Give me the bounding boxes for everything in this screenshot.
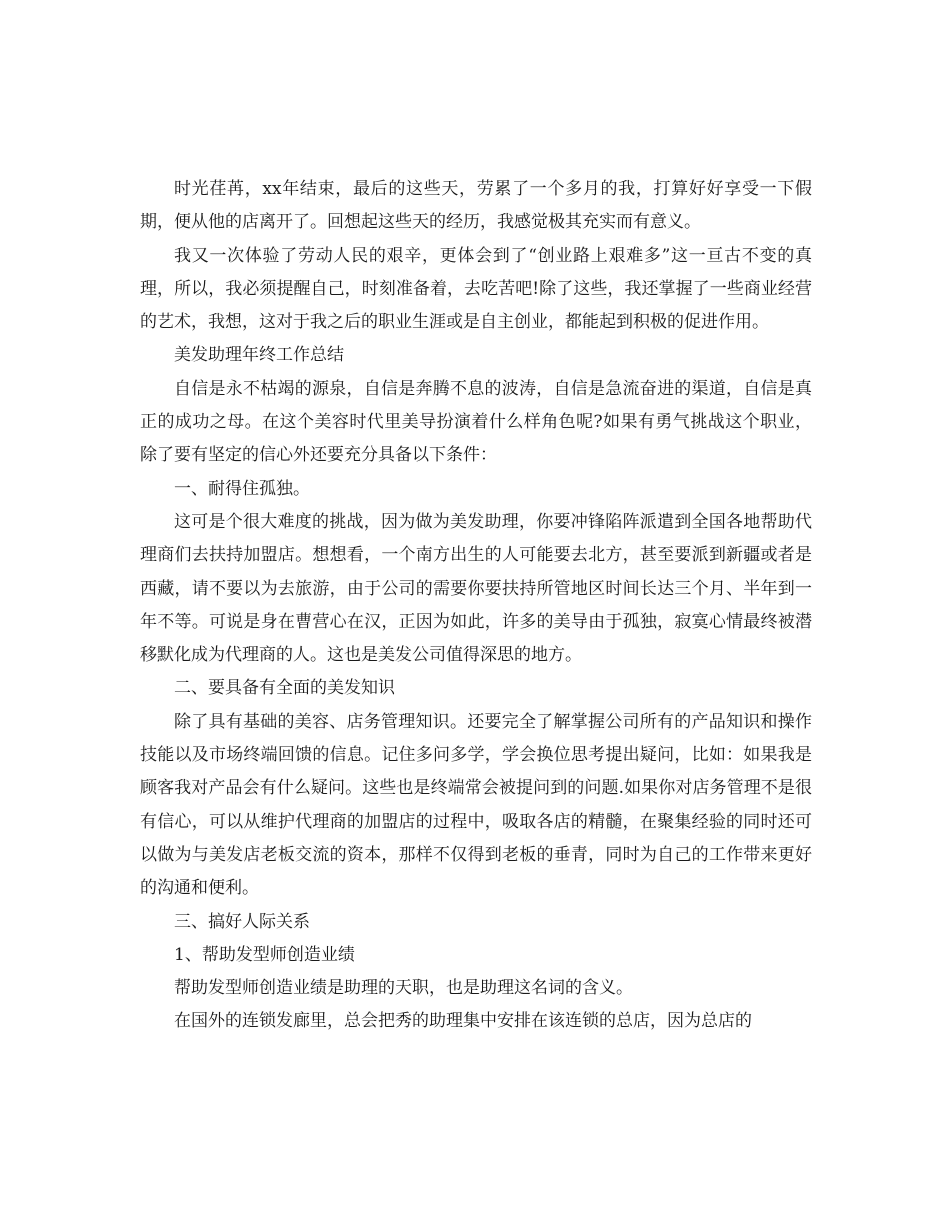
paragraph-overseas-salons: 在国外的连锁发廊里，总会把秀的助理集中安排在该连锁的总店，因为总店的: [174, 1011, 752, 1032]
heading-point-one: 一、耐得住孤独。: [174, 478, 310, 499]
subheading-help-stylist: 1、帮助发型师创造业绩: [174, 944, 355, 965]
paragraph-hardship-lesson: 我又一次体验了劳动人民的艰辛，更体会到了“创业路上艰难多”这一亘古不变的真理，所以，我必须提醒自己，时刻准备着，去吃苦吧!除了这些，我还掌握了一些商业经营的艺术，我想，这对于我之后的职业生涯或是自主创业，都能起到积极的促进作用。: [140, 245, 812, 333]
paragraph-knowledge: 除了具有基础的美容、店务管理知识。还要完全了解掌握公司所有的产品知识和操作技能以及市场终端回馈的信息。记住多问多学，学会换位思考提出疑问，比如：如果我是顾客我对产品会有什么疑问。这些也是终端常会被提问到的问题.如果你对店务管理不是很有信心，可以从维护代理商的加盟店的过程中，吸取各店的精髓，在聚集经验的同时还可以做为与美发店老板交流的资本，那样不仅得到老板的垂青，同时为自己的工作带来更好的沟通和便利。: [140, 711, 812, 899]
document-body: [140, 173, 812, 1039]
paragraph-assistant-duty: 帮助发型师创造业绩是助理的天职，也是助理这名词的含义。: [174, 978, 633, 999]
section-title: 美发助理年终工作总结: [174, 345, 344, 366]
paragraph-loneliness: 这可是个很大难度的挑战，因为做为美发助理，你要冲锋陷阵派遣到全国各地帮助代理商们去扶持加盟店。想想看，一个南方出生的人可能要去北方，甚至要派到新疆或者是西藏，请不要以为去旅游，由于公司的需要你要扶持所管地区时间长达三个月、半年到一年不等。可说是身在曹营心在汉，正因为如此，许多的美导由于孤独，寂寞心情最终被潜移默化成为代理商的人。这也是美发公司值得深思的地方。: [140, 511, 812, 666]
heading-point-three: 三、搞好人际关系: [174, 911, 310, 932]
paragraph-closing-reflection: 时光荏苒，xx年结束，最后的这些天，劳累了一个多月的我，打算好好享受一下假期，便从他的店离开了。回想起这些天的经历，我感觉极其充实而有意义。: [140, 179, 812, 233]
heading-point-two: 二、要具备有全面的美发知识: [174, 678, 395, 699]
paragraph-confidence: 自信是永不枯竭的源泉，自信是奔腾不息的波涛，自信是急流奋进的渠道，自信是真正的成功之母。在这个美容时代里美导扮演着什么样角色呢?如果有勇气挑战这个职业，除了要有坚定的信心外还要充分具备以下条件：: [140, 378, 812, 466]
